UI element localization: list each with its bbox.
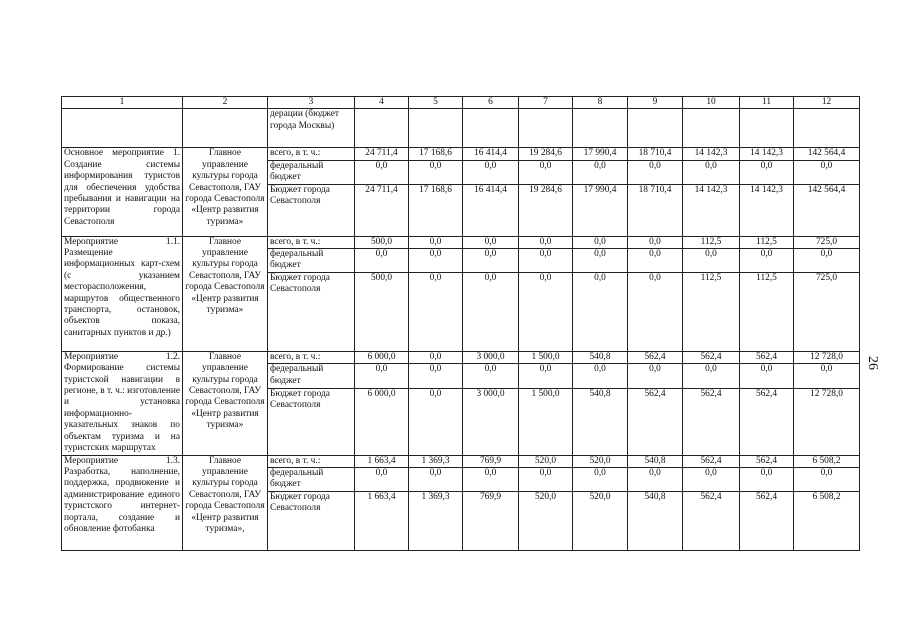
funding-source-cell: всего, в т. ч.:	[268, 455, 355, 467]
executor-cell: Главное управление культуры города Севастополя, ГАУ города Севастополя «Центр развития туризма»,	[183, 455, 268, 550]
value-cell: 0,0	[628, 467, 683, 491]
value-cell: 0,0	[409, 467, 463, 491]
value-cell: 0,0	[740, 467, 794, 491]
value-cell: 3 000,0	[463, 351, 519, 364]
value-cell: 0,0	[573, 236, 628, 248]
funding-source-cell: федеральный бюджет	[268, 249, 355, 273]
table-row	[62, 236, 860, 248]
value-cell: 0,0	[573, 160, 628, 184]
value-cell: 6 508,2	[794, 491, 860, 550]
activity-name-cell: Мероприятие 1.3. Разработка, наполнение, поддержка, продвижение и администрирование единого туристского интернет-портала, создание и обновление фотобанка	[62, 455, 183, 550]
value-cell: 14 142,3	[740, 184, 794, 236]
value-cell: 562,4	[628, 351, 683, 364]
value-cell: 520,0	[519, 455, 573, 467]
executor-cell: Главное управление культуры города Севастополя, ГАУ города Севастополя «Центр развития туризма»	[183, 148, 268, 236]
value-cell: 24 711,4	[355, 148, 409, 160]
header-cell: 3	[268, 97, 355, 109]
value-cell: 0,0	[573, 467, 628, 491]
value-cell: 0,0	[409, 236, 463, 248]
value-cell: 0,0	[794, 249, 860, 273]
funding-source-cell: всего, в т. ч.:	[268, 351, 355, 364]
header-cell: 2	[183, 97, 268, 109]
funding-source-cell: Бюджет города Севастополя	[268, 184, 355, 236]
funding-source-cell: всего, в т. ч.:	[268, 148, 355, 160]
activity-name-cell: Мероприятие 1.2. Формирование системы туристской навигации в регионе, в т. ч.: изготовление и установка информационно-указательных знаков по объектам туризма и на туристских маршрутах	[62, 351, 183, 455]
value-cell: 6 000,0	[355, 388, 409, 455]
value-cell: 500,0	[355, 272, 409, 351]
value-cell: 0,0	[573, 249, 628, 273]
funding-source-cell: федеральный бюджет	[268, 364, 355, 388]
header-cell: 10	[683, 97, 740, 109]
header-cell: 12	[794, 97, 860, 109]
value-cell: 0,0	[740, 160, 794, 184]
value-cell: 0,0	[409, 160, 463, 184]
value-cell: 12 728,0	[794, 351, 860, 364]
cont-source-cell: дерации (бюджет города Москвы)	[268, 109, 355, 148]
value-cell: 0,0	[519, 249, 573, 273]
funding-source-cell: Бюджет города Севастополя	[268, 388, 355, 455]
value-cell: 0,0	[519, 364, 573, 388]
value-cell: 19 284,6	[519, 184, 573, 236]
value-cell: 0,0	[683, 364, 740, 388]
value-cell: 0,0	[683, 160, 740, 184]
value-cell: 0,0	[355, 364, 409, 388]
value-cell: 562,4	[740, 491, 794, 550]
value-cell: 0,0	[628, 160, 683, 184]
value-cell: 6 508,2	[794, 455, 860, 467]
value-cell: 16 414,4	[463, 184, 519, 236]
value-cell: 0,0	[519, 160, 573, 184]
value-cell: 0,0	[573, 272, 628, 351]
continuation-row	[62, 109, 860, 148]
value-cell: 14 142,3	[683, 184, 740, 236]
value-cell: 0,0	[519, 467, 573, 491]
value-cell: 0,0	[355, 467, 409, 491]
value-cell: 0,0	[794, 467, 860, 491]
value-cell: 1 500,0	[519, 351, 573, 364]
funding-source-cell: всего, в т. ч.:	[268, 236, 355, 248]
header-row	[62, 97, 860, 109]
executor-cell: Главное управление культуры города Севастополя, ГАУ города Севастополя «Центр развития туризма»	[183, 351, 268, 455]
value-cell: 112,5	[683, 272, 740, 351]
value-cell: 17 990,4	[573, 148, 628, 160]
value-cell: 0,0	[683, 249, 740, 273]
value-cell: 769,9	[463, 491, 519, 550]
value-cell: 1 500,0	[519, 388, 573, 455]
value-cell: 18 710,4	[628, 184, 683, 236]
funding-source-cell: федеральный бюджет	[268, 467, 355, 491]
funding-source-cell: Бюджет города Севастополя	[268, 491, 355, 550]
value-cell: 562,4	[683, 388, 740, 455]
funding-source-cell: Бюджет города Севастополя	[268, 272, 355, 351]
value-cell: 562,4	[683, 491, 740, 550]
value-cell: 112,5	[683, 236, 740, 248]
value-cell: 0,0	[463, 160, 519, 184]
value-cell: 0,0	[628, 272, 683, 351]
cont-cell	[183, 109, 268, 148]
value-cell: 520,0	[519, 491, 573, 550]
value-cell: 725,0	[794, 272, 860, 351]
value-cell: 562,4	[628, 388, 683, 455]
cont-cell	[62, 109, 183, 148]
value-cell: 0,0	[355, 160, 409, 184]
value-cell: 3 000,0	[463, 388, 519, 455]
value-cell: 0,0	[409, 364, 463, 388]
page-number: 26	[865, 356, 880, 370]
value-cell: 24 711,4	[355, 184, 409, 236]
value-cell: 112,5	[740, 272, 794, 351]
value-cell: 0,0	[409, 388, 463, 455]
header-cell: 9	[628, 97, 683, 109]
value-cell: 1 663,4	[355, 455, 409, 467]
header-cell: 11	[740, 97, 794, 109]
value-cell: 18 710,4	[628, 148, 683, 160]
value-cell: 12 728,0	[794, 388, 860, 455]
table-row	[62, 351, 860, 364]
value-cell: 0,0	[573, 364, 628, 388]
value-cell: 0,0	[463, 249, 519, 273]
value-cell: 0,0	[794, 364, 860, 388]
activity-name-cell: Основное мероприятие 1. Создание системы информирования туристов для обеспечения удобства пребывания и навигации на территории города Севастополя	[62, 148, 183, 236]
value-cell: 0,0	[794, 160, 860, 184]
value-cell: 1 369,3	[409, 455, 463, 467]
value-cell: 17 990,4	[573, 184, 628, 236]
value-cell: 142 564,4	[794, 148, 860, 160]
value-cell: 0,0	[519, 236, 573, 248]
value-cell: 112,5	[740, 236, 794, 248]
value-cell: 562,4	[683, 455, 740, 467]
value-cell: 0,0	[409, 249, 463, 273]
value-cell: 0,0	[409, 351, 463, 364]
value-cell: 0,0	[628, 236, 683, 248]
budget-table	[61, 96, 860, 551]
value-cell: 19 284,6	[519, 148, 573, 160]
value-cell: 0,0	[355, 249, 409, 273]
header-cell: 8	[573, 97, 628, 109]
value-cell: 725,0	[794, 236, 860, 248]
value-cell: 17 168,6	[409, 148, 463, 160]
value-cell: 0,0	[628, 364, 683, 388]
value-cell: 0,0	[409, 272, 463, 351]
value-cell: 562,4	[740, 455, 794, 467]
value-cell: 0,0	[740, 364, 794, 388]
value-cell: 0,0	[740, 249, 794, 273]
value-cell: 0,0	[628, 249, 683, 273]
value-cell: 6 000,0	[355, 351, 409, 364]
value-cell: 540,8	[628, 455, 683, 467]
value-cell: 14 142,3	[683, 148, 740, 160]
value-cell: 0,0	[519, 272, 573, 351]
value-cell: 0,0	[463, 236, 519, 248]
value-cell: 17 168,6	[409, 184, 463, 236]
value-cell: 562,4	[683, 351, 740, 364]
value-cell: 540,8	[628, 491, 683, 550]
executor-cell: Главное управление культуры города Севастополя, ГАУ города Севастополя «Центр развития туризма»	[183, 236, 268, 351]
value-cell: 0,0	[463, 467, 519, 491]
value-cell: 540,8	[573, 388, 628, 455]
funding-source-cell: федеральный бюджет	[268, 160, 355, 184]
value-cell: 520,0	[573, 455, 628, 467]
value-cell: 14 142,3	[740, 148, 794, 160]
header-cell: 7	[519, 97, 573, 109]
header-cell: 5	[409, 97, 463, 109]
value-cell: 540,8	[573, 351, 628, 364]
value-cell: 0,0	[463, 272, 519, 351]
value-cell: 142 564,4	[794, 184, 860, 236]
value-cell: 1 663,4	[355, 491, 409, 550]
header-cell: 1	[62, 97, 183, 109]
table-row	[62, 148, 860, 160]
table-row	[62, 455, 860, 467]
value-cell: 1 369,3	[409, 491, 463, 550]
value-cell: 520,0	[573, 491, 628, 550]
value-cell: 562,4	[740, 388, 794, 455]
activity-name-cell: Мероприятие 1.1. Размещение информационных карт-схем (с указанием месторасположения, маршрутов общественного транспорта, остановок, объектов показа, санитарных пунктов и др.)	[62, 236, 183, 351]
value-cell: 562,4	[740, 351, 794, 364]
value-cell: 16 414,4	[463, 148, 519, 160]
value-cell: 500,0	[355, 236, 409, 248]
value-cell: 0,0	[683, 467, 740, 491]
value-cell: 0,0	[463, 364, 519, 388]
header-cell: 4	[355, 97, 409, 109]
header-cell: 6	[463, 97, 519, 109]
value-cell: 769,9	[463, 455, 519, 467]
